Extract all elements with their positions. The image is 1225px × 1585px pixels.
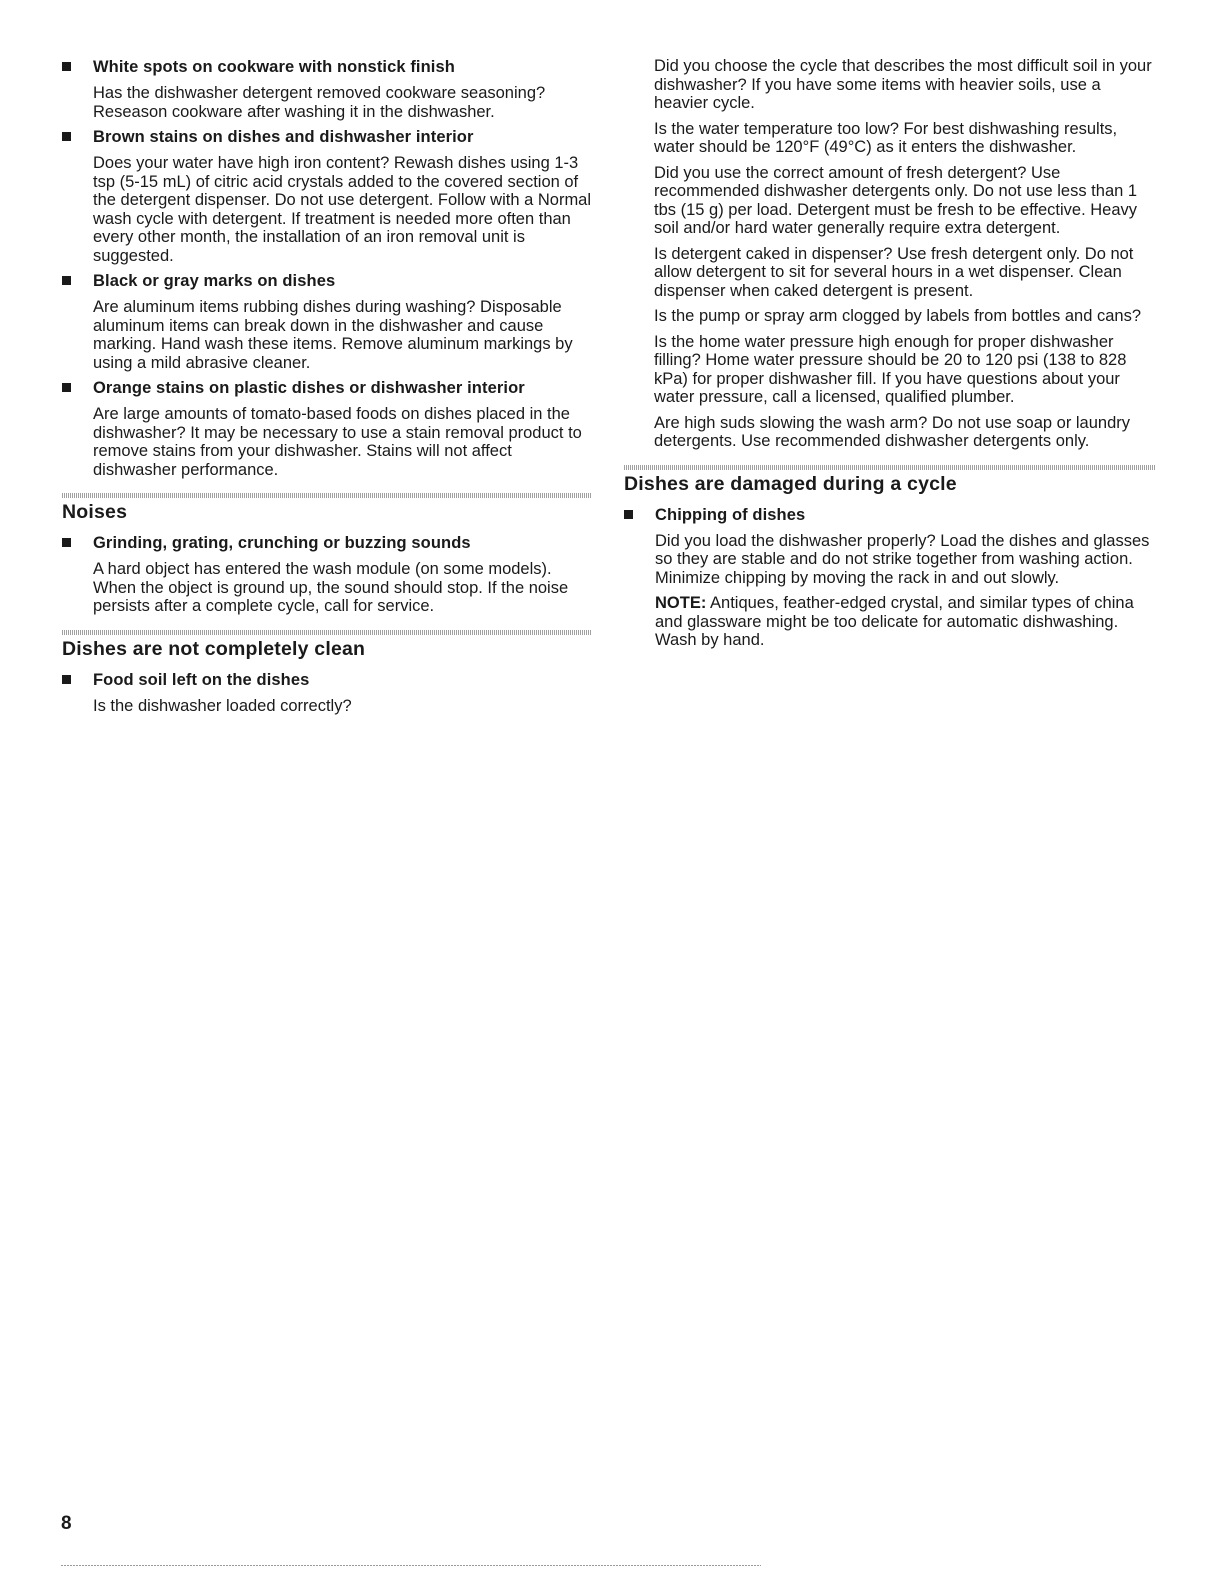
square-bullet-icon	[62, 132, 71, 141]
item-title: Chipping of dishes	[655, 505, 806, 524]
square-bullet-icon	[62, 62, 71, 71]
square-bullet-icon	[62, 538, 71, 547]
troubleshoot-item-orange-stains	[62, 378, 592, 479]
section-divider	[62, 493, 592, 498]
square-bullet-icon	[62, 276, 71, 285]
page-number: 8	[61, 1513, 72, 1534]
food-soil-continued	[624, 57, 1156, 451]
section-heading-noises: Noises	[62, 501, 128, 523]
note-label: NOTE:	[655, 594, 707, 612]
note-paragraph	[655, 594, 1156, 650]
square-bullet-icon	[624, 510, 633, 519]
section-heading-not-clean: Dishes are not completely clean	[62, 637, 366, 660]
body-paragraph: Is the home water pressure high enough for proper dishwasher filling? Home water pressure should be 20 to 120 psi (138 to 828 kPa) for proper dishwasher fill. If you have questions about your water pressure, call a licensed, qualified plumber.	[654, 332, 1127, 406]
square-bullet-icon	[62, 675, 71, 684]
section-divider	[62, 630, 592, 635]
body-paragraph: Is detergent caked in dispenser? Use fresh detergent only. Do not allow detergent to sit for several hours in a wet dispenser. Clean dispenser when caked detergent is present.	[654, 244, 1134, 300]
item-body: Are aluminum items rubbing dishes during washing? Disposable aluminum items can break down in the dishwasher and cause marking. Hand wash these items. Remove aluminum markings by using a mild abrasive cleaner.	[93, 298, 573, 372]
item-title: Grinding, grating, crunching or buzzing sounds	[93, 534, 471, 552]
item-title: White spots on cookware with nonstick finish	[93, 58, 455, 76]
body-paragraph: Did you use the correct amount of fresh detergent? Use recommended dishwasher detergents only. Do not use less than 1 tbs (15 g) per load. Detergent must be fresh to be effective. Heavy soil and/or hard water generally require extra detergent.	[654, 163, 1138, 237]
right-column	[624, 57, 1156, 656]
troubleshoot-item-food-soil	[62, 670, 592, 716]
section-heading-damaged: Dishes are damaged during a cycle	[624, 472, 957, 495]
item-body: Has the dishwasher detergent removed cookware seasoning? Reseason cookware after washing it in the dishwasher.	[93, 84, 546, 121]
troubleshoot-item-black-marks	[62, 271, 592, 372]
body-paragraph: Did you choose the cycle that describes the most difficult soil in your dishwasher? If you have some items with heavier soils, use a heavier cycle.	[654, 57, 1152, 112]
item-body: A hard object has entered the wash module (on some models). When the object is ground up, the sound should stop. If the noise persists after a complete cycle, call for service.	[93, 560, 569, 615]
left-column	[62, 57, 592, 721]
item-body: Does your water have high iron content? Rewash dishes using 1-3 tsp (5-15 mL) of citric acid crystals added to the covered section of the detergent dispenser. Do not use detergent. Follow with a Normal wash cycle with detergent. If treatment is needed more often than every other month, the installation of an iron removal unit is suggested.	[93, 154, 592, 265]
item-title: Food soil left on the dishes	[93, 670, 310, 689]
item-body: Is the dishwasher loaded correctly?	[93, 696, 352, 715]
troubleshoot-item-brown-stains	[62, 127, 592, 265]
body-paragraph: Is the pump or spray arm clogged by labels from bottles and cans?	[654, 307, 1141, 325]
item-body: Did you load the dishwasher properly? Load the dishes and glasses so they are stable and do not strike together from washing action. Minimize chipping by moving the rack in and out slowly.	[655, 531, 1150, 587]
troubleshoot-item-grinding	[62, 533, 592, 616]
item-title: Black or gray marks on dishes	[93, 272, 336, 290]
item-title: Orange stains on plastic dishes or dishwasher interior	[93, 379, 525, 397]
note-text: Antiques, feather-edged crystal, and similar types of china and glassware might be too delicate for automatic dishwashing. Wash by hand.	[655, 594, 1134, 649]
item-body: Are large amounts of tomato-based foods on dishes placed in the dishwasher? It may be necessary to use a stain removal product to remove stains from your dishwasher. Stains will not affect dishwasher performance.	[93, 405, 582, 479]
body-paragraph: Are high suds slowing the wash arm? Do not use soap or laundry detergents. Use recommended dishwasher detergents only.	[654, 413, 1131, 450]
section-divider	[624, 465, 1156, 470]
footer-rule	[61, 1565, 761, 1566]
item-title: Brown stains on dishes and dishwasher interior	[93, 128, 474, 146]
troubleshoot-item-chipping	[624, 505, 1156, 650]
body-paragraph: Is the water temperature too low? For best dishwashing results, water should be 120°F (49°C) as it enters the dishwasher.	[654, 119, 1118, 156]
troubleshoot-item-white-spots	[62, 57, 592, 121]
square-bullet-icon	[62, 383, 71, 392]
